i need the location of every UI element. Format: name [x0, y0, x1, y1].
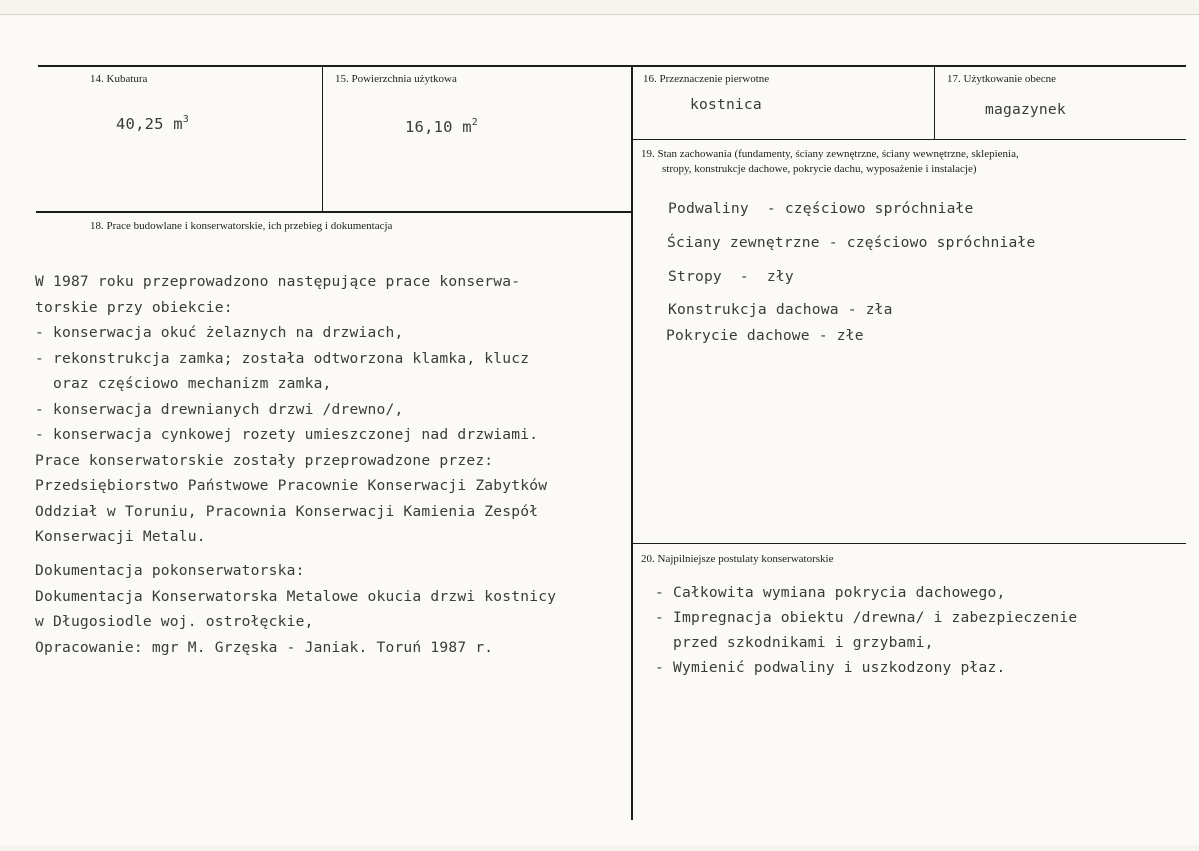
powierzchnia-value	[405, 117, 478, 136]
uzytkowanie-value: magazynek	[985, 101, 1066, 118]
prace-line-8: Prace konserwatorskie zostały przeprowadzone przez:	[35, 452, 494, 469]
postulat-line-4: - Wymienić podwaliny i uszkodzony płaz.	[655, 659, 1006, 676]
prace-line-6: - konserwacja drewnianych drzwi /drewno/,	[35, 401, 404, 418]
stan-line-5: Pokrycie dachowe - złe	[666, 327, 864, 344]
rule-above-18	[36, 211, 632, 213]
rule-above-20	[632, 543, 1186, 544]
dokumentacja-line-2: Dokumentacja Konserwatorska Metalowe okucia drzwi kostnicy	[35, 588, 557, 605]
section-19-label-line1: 19. Stan zachowania (fundamenty, ściany zewnętrzne, ściany wewnętrzne, sklepienia,	[641, 148, 1019, 160]
stan-line-3: Stropy - zły	[668, 268, 794, 285]
rule-under-16-17	[632, 139, 1186, 140]
stan-line-2: Ściany zewnętrzne - częściowo spróchniałe	[667, 234, 1036, 251]
prace-line-2: torskie przy obiekcie:	[35, 299, 233, 316]
section-18-label: 18. Prace budowlane i konserwatorskie, ich przebieg i dokumentacja	[90, 220, 393, 232]
dokumentacja-line-3: w Długosiodle woj. ostrołęckie,	[35, 613, 314, 630]
stan-line-4: Konstrukcja dachowa - zła	[668, 301, 893, 318]
postulat-line-2: - Impregnacja obiektu /drewna/ i zabezpieczenie	[655, 609, 1078, 626]
dokumentacja-line-4: Opracowanie: mgr M. Grzęska - Janiak. Toruń 1987 r.	[35, 639, 494, 656]
kubatura-number: 40,25 m	[116, 115, 183, 133]
section-20-label: 20. Najpilniejsze postulaty konserwatorskie	[641, 553, 834, 565]
dokumentacja-line-1: Dokumentacja pokonserwatorska:	[35, 562, 305, 579]
prace-line-4: - rekonstrukcja zamka; została odtworzona klamka, klucz	[35, 350, 530, 367]
stan-line-1: Podwaliny - częściowo spróchniałe	[668, 200, 974, 217]
top-rule	[38, 65, 1186, 67]
divider-14-15	[322, 66, 323, 212]
postulat-line-1: - Całkowita wymiana pokrycia dachowego,	[655, 584, 1006, 601]
divider-16-17	[934, 66, 935, 140]
prace-line-1: W 1987 roku przeprowadzono następujące prace konserwa-	[35, 273, 521, 290]
prace-line-3: - konserwacja okuć żelaznych na drzwiach,	[35, 324, 404, 341]
section-15-label: 15. Powierzchnia użytkowa	[335, 73, 457, 85]
section-16-label: 16. Przeznaczenie pierwotne	[643, 73, 770, 85]
center-divider	[631, 66, 633, 820]
prace-line-10: Oddział w Toruniu, Pracownia Konserwacji Kamienia Zespół	[35, 503, 539, 520]
prace-line-7: - konserwacja cynkowej rozety umieszczonej nad drzwiami.	[35, 426, 539, 443]
section-14-label: 14. Kubatura	[90, 73, 148, 85]
prace-line-9: Przedsiębiorstwo Państwowe Pracownie Konserwacji Zabytków	[35, 477, 548, 494]
powierzchnia-number: 16,10 m	[405, 118, 472, 136]
postulat-line-3: przed szkodnikami i grzybami,	[655, 634, 934, 651]
prace-line-5: oraz częściowo mechanizm zamka,	[35, 375, 332, 392]
prace-line-11: Konserwacji Metalu.	[35, 528, 206, 545]
kubatura-value	[116, 114, 189, 133]
przeznaczenie-value: kostnica	[690, 96, 762, 113]
powierzchnia-exponent: 2	[471, 117, 478, 128]
section-17-label: 17. Użytkowanie obecne	[947, 73, 1057, 85]
kubatura-exponent: 3	[182, 114, 189, 125]
section-19-label-line2: stropy, konstrukcje dachowe, pokrycie dachu, wyposażenie i instalacje)	[662, 163, 977, 175]
